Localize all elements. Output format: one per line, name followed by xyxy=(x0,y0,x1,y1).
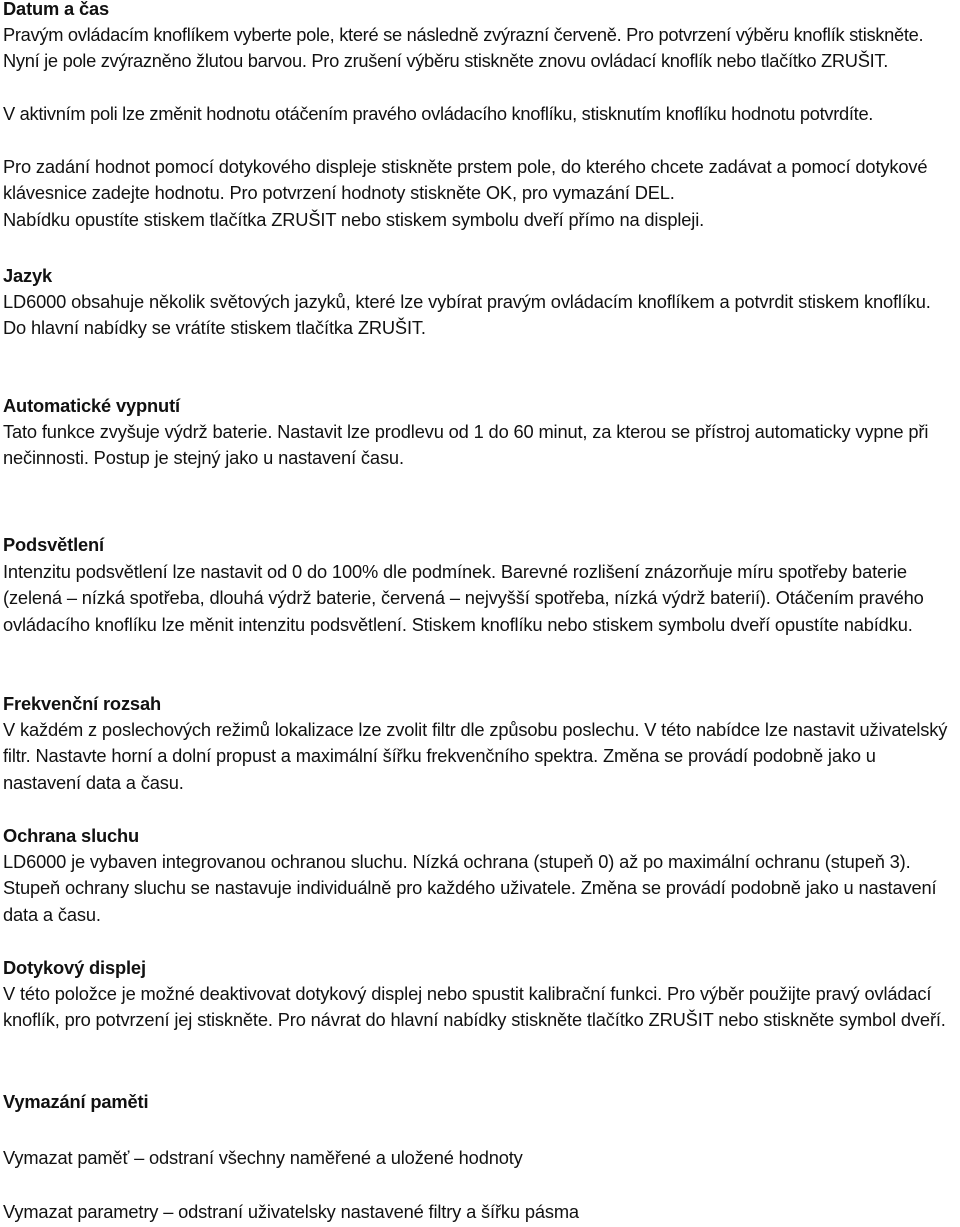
heading-automaticke-vypnuti: Automatické vypnutí xyxy=(3,395,180,416)
paragraph-podsvetleni: Intenzitu podsvětlení lze nastavit od 0 do 100% dle podmínek. Barevné rozlišení znázorňuje míru spotřeby baterie (zelená – nízká spotřeba, dlouhá výdrž baterie, červená – nejvyšší spotřeba, nízká výdrž baterií). Otáčením pravého ovládacího knoflíku lze měnit intenzitu podsvětlení. Stiskem knoflíku nebo stiskem symbolu dveří opustíte nabídku. xyxy=(3,561,924,635)
paragraph-frekvencni-rozsah: V každém z poslechových režimů lokalizace lze zvolit filtr dle způsobu poslechu. V této nabídce lze nastavit uživatelský filtr. Nastavte horní a dolní propust a maximální šířku frekvenčního spektra. Změna se provádí podobně jako u nastavení data a času. xyxy=(3,719,948,793)
paragraph-datum-a-cas-1: Pravým ovládacím knoflíkem vyberte pole, které se následně zvýrazní červeně. Pro potvrzení výběru knoflík stiskněte. Nyní je pole zvýrazněno žlutou barvou. Pro zrušení výběru stiskněte znovu ovládací knoflík nebo tlačítko ZRUŠIT. xyxy=(3,24,924,72)
paragraph-automaticke-vypnuti: Tato funkce zvyšuje výdrž baterie. Nastavit lze prodlevu od 1 do 60 minut, za kterou se přístroj automaticky vypne při nečinnosti. Postup je stejný jako u nastavení času. xyxy=(3,421,929,469)
heading-vymazani-pameti: Vymazání paměti xyxy=(3,1091,149,1112)
heading-podsvetleni: Podsvětlení xyxy=(3,534,104,555)
paragraph-datum-a-cas-2: V aktivním poli lze změnit hodnotu otáčením pravého ovládacího knoflíku, stisknutím knoflíku hodnotu potvrdíte. xyxy=(3,103,874,124)
heading-datum-a-cas: Datum a čas xyxy=(3,0,110,19)
paragraph-vymazat-parametry: Vymazat parametry – odstraní uživatelsky nastavené filtry a šířku pásma xyxy=(3,1201,579,1222)
heading-frekvencni-rozsah: Frekvenční rozsah xyxy=(3,693,161,714)
paragraph-datum-a-cas-4: Nabídku opustíte stiskem tlačítka ZRUŠIT nebo stiskem symbolu dveří přímo na displeji. xyxy=(3,209,705,230)
heading-ochrana-sluchu: Ochrana sluchu xyxy=(3,825,140,846)
paragraph-datum-a-cas-3: Pro zadání hodnot pomocí dotykového displeje stiskněte prstem pole, do kterého chcete zadávat a pomocí dotykové klávesnice zadejte hodnotu. Pro potvrzení hodnoty stiskněte OK, pro vymazání DEL. xyxy=(3,156,928,204)
paragraph-dotykovy-displej: V této položce je možné deaktivovat dotykový displej nebo spustit kalibrační funkci. Pro výběr použijte pravý ovládací knoflík, pro potvrzení jej stiskněte. Pro návrat do hlavní nabídky stiskněte tlačítko ZRUŠIT nebo stiskněte symbol dveří. xyxy=(3,983,946,1031)
heading-dotykovy-displej: Dotykový displej xyxy=(3,957,146,978)
paragraph-vymazat-pamet: Vymazat paměť – odstraní všechny naměřené a uložené hodnoty xyxy=(3,1147,523,1168)
paragraph-ochrana-sluchu: LD6000 je vybaven integrovanou ochranou sluchu. Nízká ochrana (stupeň 0) až po maximální ochranu (stupeň 3). Stupeň ochrany sluchu se nastavuje individuálně pro každého uživatele. Změna se provádí podobně jako u nastavení data a času. xyxy=(3,851,937,925)
paragraph-jazyk: LD6000 obsahuje několik světových jazyků, které lze vybírat pravým ovládacím knoflíkem a potvrdit stiskem knoflíku. Do hlavní nabídky se vrátíte stiskem tlačítka ZRUŠIT. xyxy=(3,291,931,339)
heading-jazyk: Jazyk xyxy=(3,265,53,286)
